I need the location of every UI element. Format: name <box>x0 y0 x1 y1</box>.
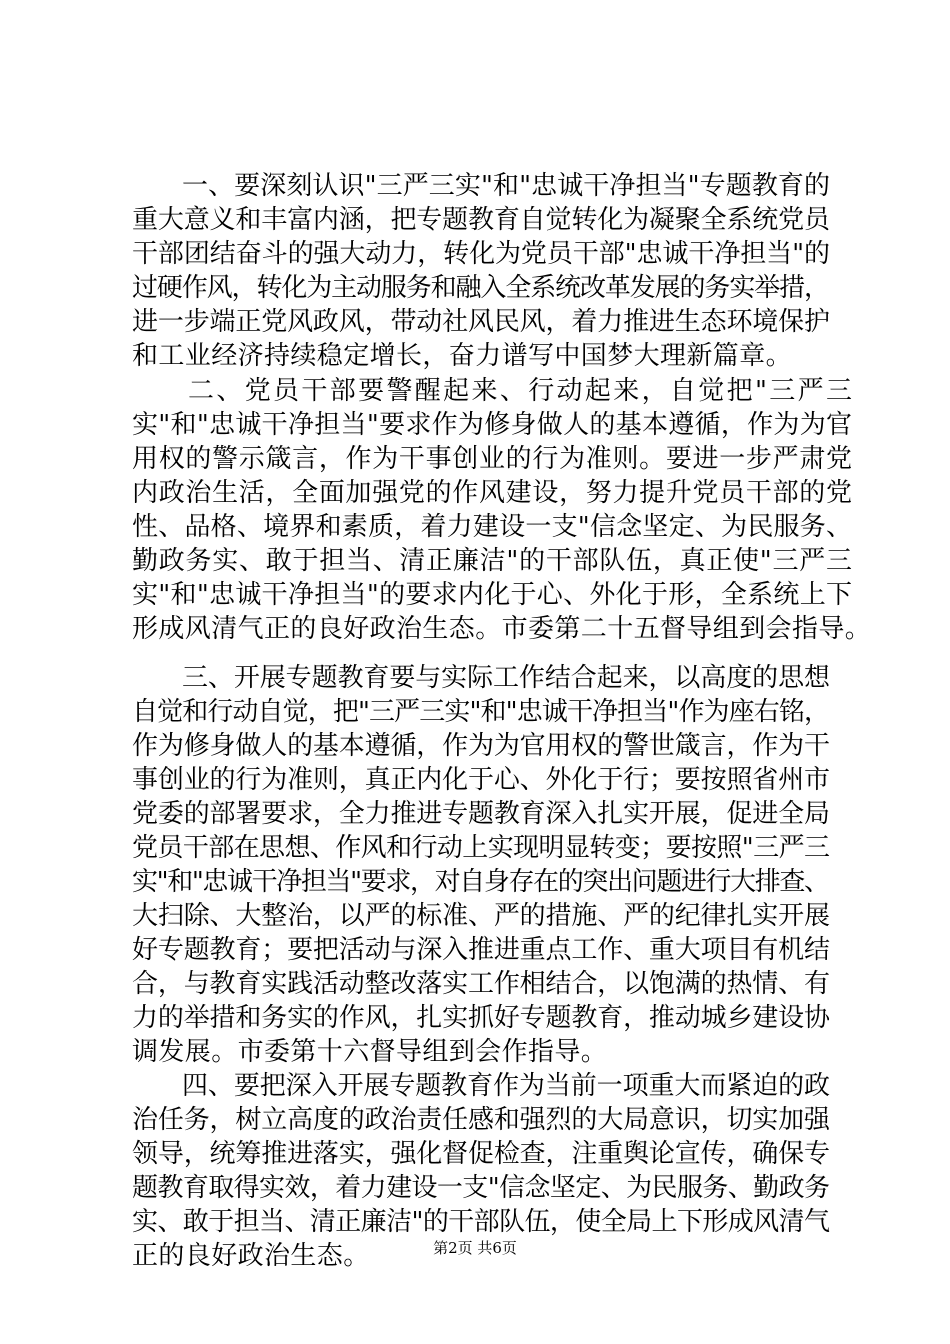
paragraph-4-line: 四、要把深入开展专题教育作为当前一项重大而紧迫的政 <box>182 1071 830 1101</box>
paragraph-3-line: 三、开展专题教育要与实际工作结合起来，以高度的思想 <box>182 663 830 693</box>
paragraph-3-line: 自觉和行动自觉，把"三严三实"和"忠诚干净担当"作为座右铭， <box>132 697 830 727</box>
paragraph-3-line: 党委的部署要求，全力推进专题教育深入扎实开展，促进全局 <box>132 799 830 829</box>
paragraph-2-line: 内政治生活，全面加强党的作风建设，努力提升党员干部的党 <box>132 478 853 508</box>
paragraph-4-line: 治任务，树立高度的政治责任感和强烈的大局意识，切实加强 <box>132 1105 830 1135</box>
page-footer: 第2页 共6页 <box>433 1239 517 1257</box>
paragraph-1-line: 一、要深刻认识"三严三实"和"忠诚干净担当"专题教育的 <box>182 171 831 201</box>
paragraph-3-line: 大扫除、大整治，以严的标准、严的措施、严的纪律扎实开展 <box>132 901 830 931</box>
paragraph-4-line: 正的良好政治生态。 <box>132 1241 370 1271</box>
paragraph-4-line: 题教育取得实效，着力建设一支"信念坚定、为民服务、勤政务 <box>132 1173 830 1203</box>
paragraph-1-line: 干部团结奋斗的强大动力，转化为党员干部"忠诚干净担当"的 <box>132 239 830 269</box>
paragraph-1-line: 和工业经济持续稳定增长，奋力谱写中国梦大理新篇章。 <box>132 341 793 371</box>
paragraph-3-line: 力的举措和务实的作风，扎实抓好专题教育，推动城乡建设协 <box>132 1003 830 1033</box>
paragraph-2-line: 形成风清气正的良好政治生态。市委第二十五督导组到会指导。 <box>132 614 872 644</box>
paragraph-3-line: 实"和"忠诚干净担当"要求，对自身存在的突出问题进行大排查、 <box>132 867 829 897</box>
paragraph-2-line: 用权的警示箴言，作为干事创业的行为准则。要进一步严肃党 <box>132 444 853 474</box>
paragraph-3-line: 好专题教育；要把活动与深入推进重点工作、重大项目有机结 <box>132 935 830 965</box>
paragraph-4-line: 实、敢于担当、清正廉洁"的干部队伍，使全局上下形成风清气 <box>132 1207 830 1237</box>
paragraph-3-line: 合，与教育实践活动整改落实工作相结合，以饱满的热情、有 <box>132 969 830 999</box>
paragraph-1-line: 进一步端正党风政风，带动社风民风，着力推进生态环境保护 <box>132 307 830 337</box>
paragraph-2-line: 二、党员干部要警醒起来、行动起来，自觉把"三严三 <box>188 376 855 406</box>
paragraph-3-line: 事创业的行为准则，真正内化于心、外化于行；要按照省州市 <box>132 765 830 795</box>
paragraph-2-line: 实"和"忠诚干净担当"的要求内化于心、外化于形，全系统上下 <box>132 580 853 610</box>
paragraph-2-line: 实"和"忠诚干净担当"要求作为修身做人的基本遵循，作为为官 <box>132 410 853 440</box>
paragraph-1-line: 重大意义和丰富内涵，把专题教育自觉转化为凝聚全系统党员 <box>132 205 830 235</box>
paragraph-3-line: 调发展。市委第十六督导组到会作指导。 <box>132 1037 608 1067</box>
paragraph-1-line: 过硬作风，转化为主动服务和融入全系统改革发展的务实举措， <box>132 273 829 303</box>
paragraph-3-line: 作为修身做人的基本遵循，作为为官用权的警世箴言，作为干 <box>132 731 830 761</box>
paragraph-2-line: 勤政务实、敢于担当、清正廉洁"的干部队伍，真正使"三严三 <box>132 546 853 576</box>
paragraph-2-line: 性、品格、境界和素质，着力建设一支"信念坚定、为民服务、 <box>132 512 853 542</box>
paragraph-4-line: 领导，统筹推进落实，强化督促检查，注重舆论宣传，确保专 <box>132 1139 830 1169</box>
paragraph-3-line: 党员干部在思想、作风和行动上实现明显转变；要按照"三严三 <box>132 833 830 863</box>
